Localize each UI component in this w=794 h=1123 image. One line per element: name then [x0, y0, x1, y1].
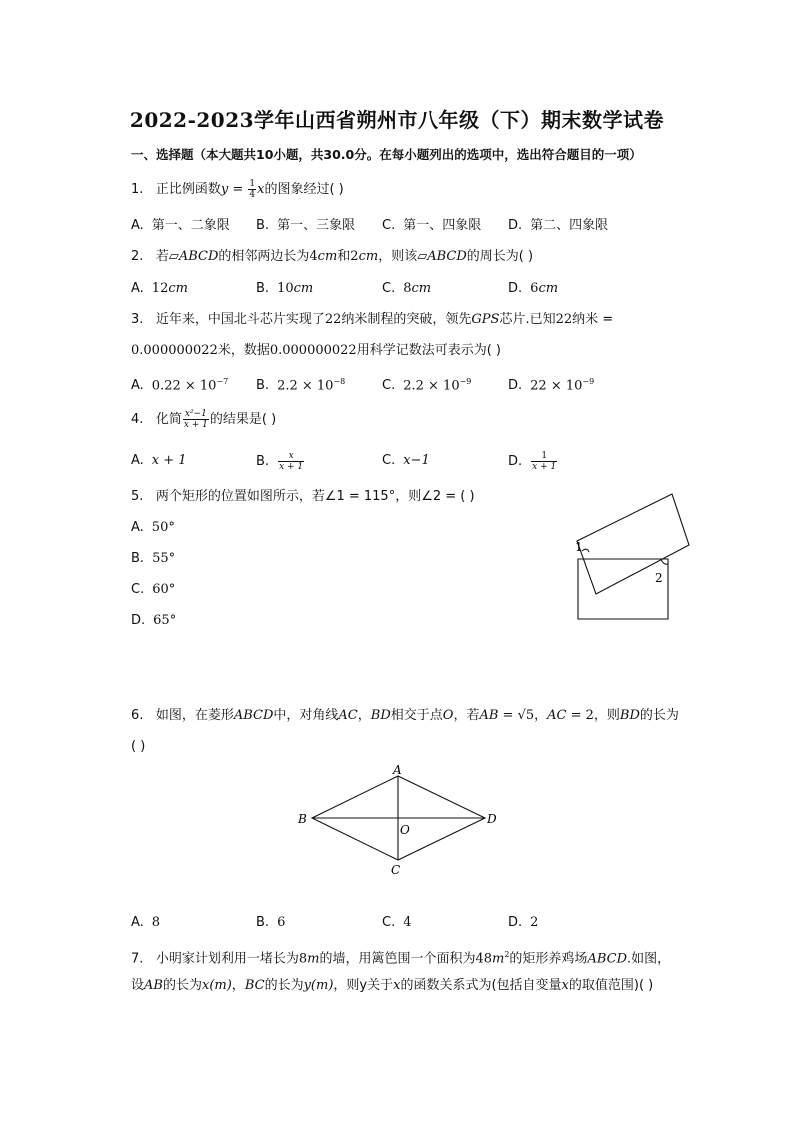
angle-1-label: 1 [575, 540, 583, 554]
question-2: 2. 若▱ABCD的相邻两边长为4cm和2cm，则该▱ABCD的周长为( ) [131, 249, 534, 264]
fraction: $\frac{\text{x²−1}}{x + 1}$ [183, 409, 208, 430]
option-b[interactable]: B. 10cm [256, 281, 314, 296]
option-c[interactable]: C. x−1 [382, 453, 430, 468]
question-3-line-2: 0.000000022米，数据0.000000022用科学记数法可表示为( ) [131, 343, 501, 358]
option-b[interactable]: B. 第一、三象限 [256, 218, 356, 233]
question-6-line-2: ( ) [131, 739, 146, 754]
fraction: $\frac{1}{4}$ [249, 179, 256, 200]
option-a[interactable]: A. 50° [131, 520, 175, 535]
two-rectangles-figure [560, 488, 700, 628]
exam-title: 2022-2023学年山西省朔州市八年级（下）期末数学试卷 [129, 108, 665, 132]
option-b[interactable]: B. 55° [131, 551, 176, 566]
option-c[interactable]: C. 8cm [382, 281, 432, 296]
option-d[interactable]: D. 6cm [508, 281, 559, 296]
option-c[interactable]: C. 4 [382, 915, 412, 930]
tilted-rectangle [577, 494, 689, 594]
option-b[interactable]: B. 6 [256, 915, 286, 930]
question-number: 5. [131, 489, 144, 504]
option-a[interactable]: A. 8 [131, 915, 161, 930]
option-a[interactable]: A. 第一、二象限 [131, 218, 230, 233]
question-number: 4. [131, 412, 144, 427]
lower-rectangle [578, 559, 668, 619]
question-7: 7. 小明家计划利用一堵长为8m的墙，用篱笆围一个面积为$48m^2$的矩形养鸡场ABCD.如图， [131, 950, 671, 967]
option-a[interactable]: A. x + 1 [131, 453, 187, 468]
option-d[interactable]: D. 第二、四象限 [508, 218, 609, 233]
vertex-c-label: C [391, 863, 401, 877]
option-b[interactable]: B. $2.2 \times 10^{-8}$ [256, 377, 346, 394]
question-number: 3. [131, 312, 144, 327]
option-d[interactable]: D. 2 [508, 915, 539, 930]
point-o-label: O [400, 823, 410, 837]
vertex-d-label: D [487, 812, 497, 826]
question-number: 7. [131, 951, 144, 967]
option-d[interactable]: D. 65° [131, 613, 177, 628]
vertex-b-label: B [298, 812, 307, 826]
question-4: 4. 化简 $\frac{\text{x²−1}}{x + 1}$ 的结果是( ) [131, 409, 277, 430]
option-c[interactable]: C. 第一、四象限 [382, 218, 482, 233]
question-5: 5. 两个矩形的位置如图所示，若∠1 = 115°，则∠2 = ( ) [131, 489, 475, 504]
section-heading: 一、选择题（本大题共10小题，共30.0分。在每小题列出的选项中，选出符合题目的一项） [131, 147, 642, 162]
angle-2-label: 2 [655, 571, 663, 585]
option-a[interactable]: A. $0.22 \times 10^{-7}$ [131, 377, 229, 394]
option-c[interactable]: C. 60° [131, 582, 176, 597]
fraction: $\frac{x}{x + 1}$ [279, 451, 304, 472]
option-c[interactable]: C. $2.2 \times 10^{-9}$ [382, 377, 472, 394]
rhombus-figure [290, 760, 510, 880]
angle-1-arc [582, 549, 589, 552]
option-a[interactable]: A. 12cm [131, 281, 188, 296]
option-b[interactable]: B. $\frac{x}{x + 1}$ [256, 451, 304, 472]
question-3: 3. 近年来，中国北斗芯片实现了22纳米制程的突破，领先GPS芯片.已知22纳米 = [131, 312, 614, 327]
question-7-line-2: 设AB的长为x(m)，BC的长为y(m)，则y关于x的函数关系式为(包括自变量x的取值范围)( ) [131, 978, 654, 993]
question-number: 1. [131, 182, 144, 197]
option-d[interactable]: D. $22 \times 10^{-9}$ [508, 377, 595, 394]
fraction: $\frac{1}{x + 1}$ [532, 451, 557, 472]
question-number: 2. [131, 249, 144, 264]
question-1: 1. 正比例函数y = $\frac{1}{4}$ x的图象经过( ) [131, 179, 344, 200]
question-6: 6. 如图，在菱形ABCD中，对角线AC，BD相交于点O，若AB = √5，AC = 2，则BD的长为 [131, 708, 679, 723]
option-d[interactable]: D. $\frac{1}{x + 1}$ [508, 451, 557, 472]
question-number: 6. [131, 708, 144, 723]
vertex-a-label: A [393, 763, 402, 777]
